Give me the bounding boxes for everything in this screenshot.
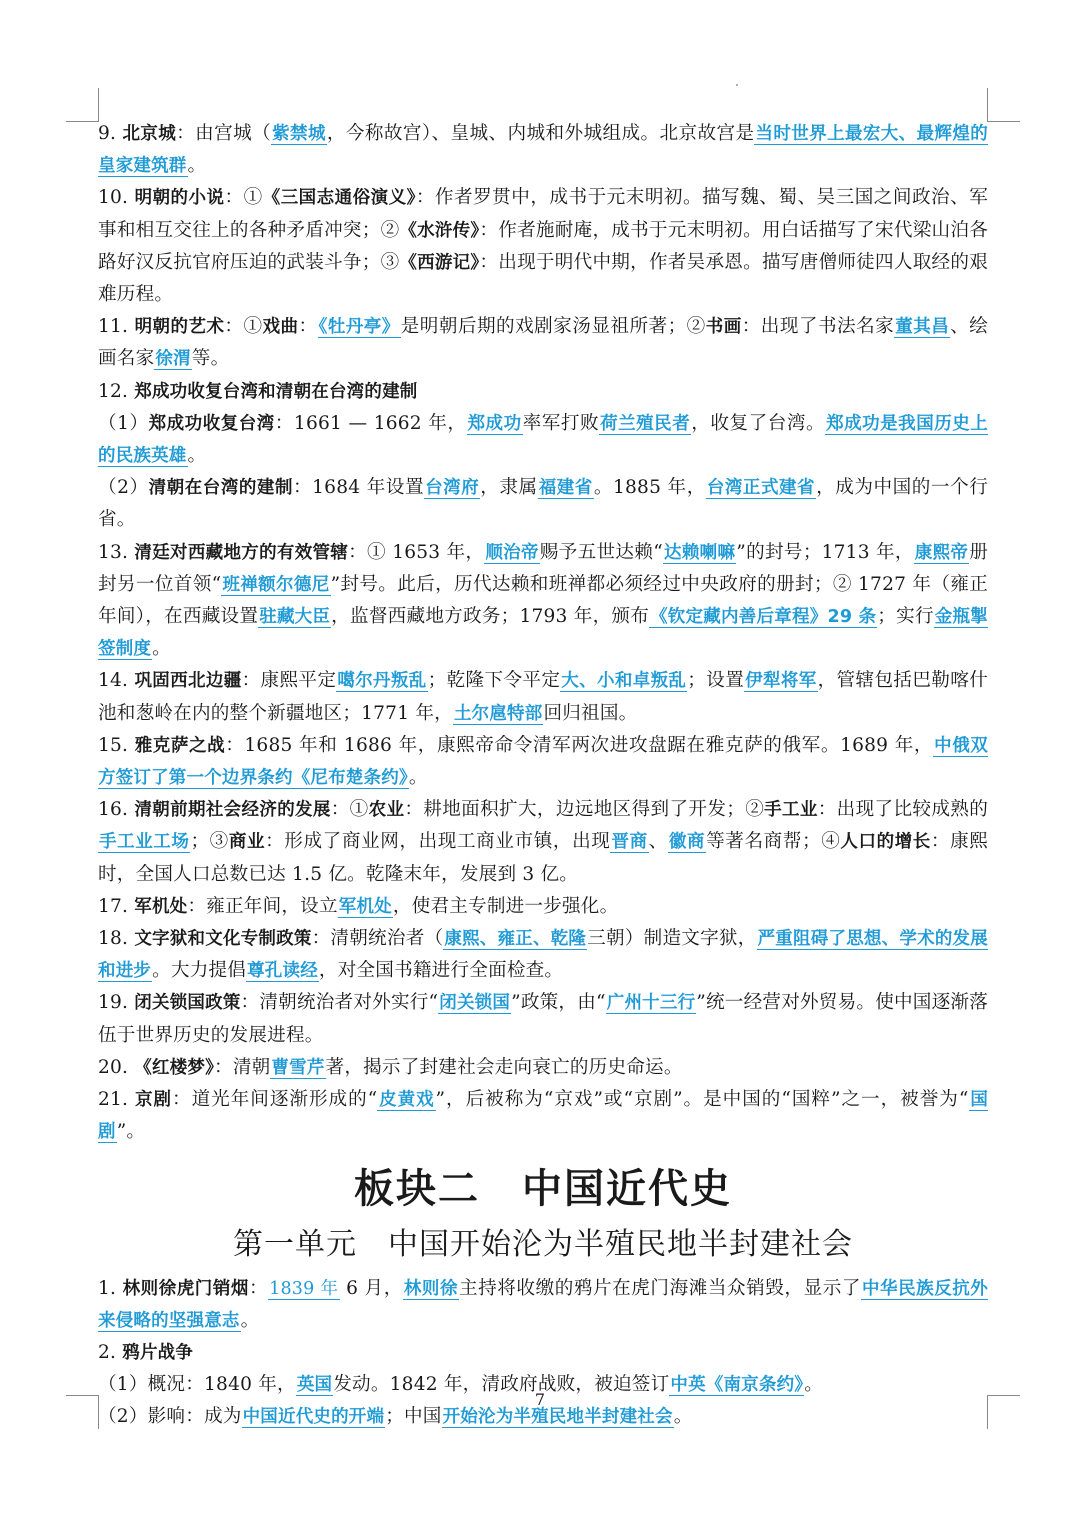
item-9: 9. 北京城：由宫城（紫禁城，今称故宫）、皇城、内城和外城组成。北京故宫是当时世界上最宏大、最辉煌的皇家建筑群。 — [98, 123, 988, 177]
item-16: 16. 清朝前期社会经济的发展：①农业：耕地面积扩大，边远地区得到了开发；②手工业：出现了比较成熟的手工业工场；③商业：形成了商业网，出现工商业市镇，出现晋商、徽商等著名商帮；④人口的增长：康熙时，全国人口总数已达 1.5 亿。乾隆末年，发展到 3 亿。 — [98, 799, 989, 885]
scan-dot — [736, 84, 738, 86]
item-15: 15. 雅克萨之战：1685 年和 1686 年，康熙帝命令清军两次进攻盘踞在雅克萨的俄军。1689 年，中俄双方签订了第一个边界条约《尼布楚条约》。 — [98, 734, 988, 789]
item-14: 14. 巩固西北边疆：康熙平定噶尔丹叛乱；乾隆下令平定大、小和卓叛乱；设置伊犁将军，管辖包括巴勒喀什池和葱岭在内的整个新疆地区；1771 年，土尔扈特部回归祖国。 — [98, 670, 988, 724]
crop-mark — [988, 121, 1020, 122]
item-19: 19. 闭关锁国政策：清朝统治者对外实行“闭关锁国”政策，由“广州十三行”统一经营对外贸易。使中国逐渐落伍于世界历史的发展进程。 — [98, 992, 988, 1046]
unit1-item-2-2: （2）影响：成为中国近代史的开端；中国开始沦为半殖民地半封建社会。 — [98, 1406, 693, 1428]
page-content — [98, 118, 988, 1434]
crop-mark — [98, 88, 99, 122]
item-20: 20. 《红楼梦》：清朝曹雪芹著，揭示了封建社会走向衰亡的历史命运。 — [98, 1056, 683, 1078]
crop-mark — [66, 121, 98, 122]
item-11: 11. 明朝的艺术：①戏曲：《牡丹亭》是明朝后期的戏剧家汤显祖所著；②书画：出现了书法名家董其昌、绘画名家徐渭等。 — [98, 316, 989, 370]
item-18: 18. 文字狱和文化专制政策：清朝统治者（康熙、雍正、乾隆三朝）制造文字狱，严重阻碍了思想、学术的发展和进步。大力提倡尊孔读经，对全国书籍进行全面检查。 — [98, 928, 988, 982]
unit1-item-1: 1. 林则徐虎门销烟：1839 年 6 月，林则徐主持将收缴的鸦片在虎门海滩当众销毁，显示了中华民族反抗外来侵略的坚强意志。 — [98, 1277, 988, 1331]
item-21: 21. 京剧：道光年间逐渐形成的“皮黄戏”，后被称为“京戏”或“京剧”。是中国的“国粹”之一，被誉为“国剧”。 — [98, 1089, 989, 1143]
unit1-item-2-1: （1）概况：1840 年，英国发动。1842 年，清政府战败，被迫签订中英《南京条约》。 — [98, 1374, 824, 1396]
page-number: 7 — [534, 1390, 546, 1409]
item-13: 13. 清廷对西藏地方的有效管辖：① 1653 年，顺治帝赐予五世达赖“达赖喇嘛”的封号；1713 年，康熙帝册封另一位首领“班禅额尔德尼”封号。此后，历代达赖和班禅都必须经过中央政府的册封；② 1727 年（雍正年间），在西藏设置驻藏大臣，监督西藏地方政务；1793 年，颁布《钦定藏内善后章程》29 条；实行金瓶掣签制度。 — [98, 541, 989, 660]
item-12-2: （2）清朝在台湾的建制：1684 年设置台湾府，隶属福建省。1885 年，台湾正式建省，成为中国的一个行省。 — [98, 477, 989, 531]
item-12: 12. 郑成功收复台湾和清朝在台湾的建制 — [98, 380, 418, 402]
section-title: 板块二 中国近代史 — [354, 1165, 732, 1212]
crop-mark — [987, 88, 988, 122]
unit1-item-2: 2. 鸦片战争 — [98, 1341, 194, 1363]
item-17: 17. 军机处：雍正年间，设立军机处，使君主专制进一步强化。 — [98, 895, 619, 917]
unit-title: 第一单元 中国开始沦为半殖民地半封建社会 — [233, 1226, 853, 1262]
item-12-1: （1）郑成功收复台湾：1661 — 1662 年，郑成功率军打败荷兰殖民者，收复了台湾。郑成功是我国历史上的民族英雄。 — [98, 412, 988, 467]
item-10: 10. 明朝的小说：①《三国志通俗演义》：作者罗贯中，成书于元末明初。描写魏、蜀、吴三国之间政治、军事和相互交往上的各种矛盾冲突；②《水浒传》：作者施耐庵，成书于元末明初。用白话描写了宋代梁山泊各路好汉反抗官府压迫的武装斗争；③《西游记》：出现于明代中期，作者吴承恩。描写唐僧师徒四人取经的艰难历程。 — [98, 187, 989, 306]
